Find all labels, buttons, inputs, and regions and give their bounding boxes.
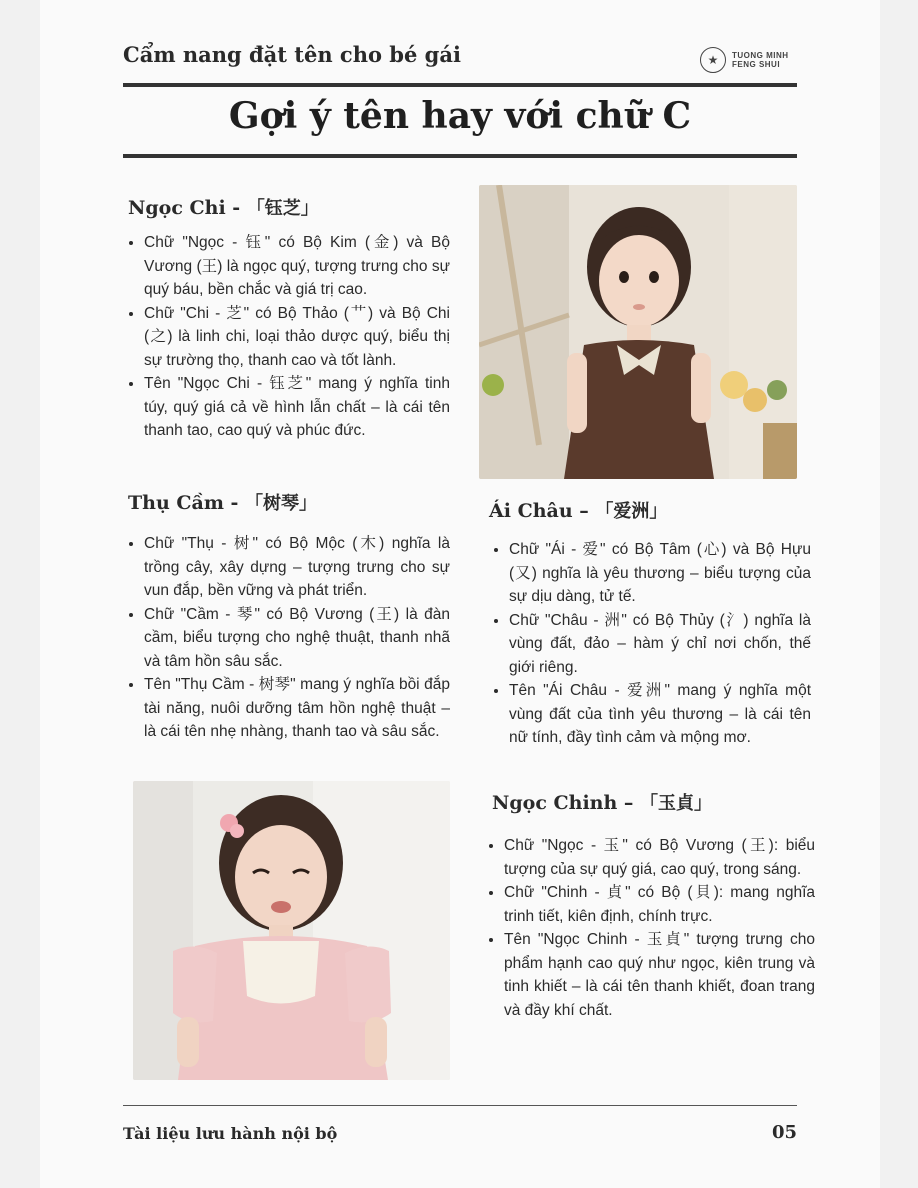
header-rule bbox=[123, 83, 797, 87]
section-heading-ngoc-chi: Ngọc Chi - 「钰芝」 bbox=[128, 197, 319, 219]
logo-line-2: FENG SHUI bbox=[732, 60, 781, 69]
footer-rule bbox=[123, 1105, 797, 1106]
header-title: Cẩm nang đặt tên cho bé gái bbox=[123, 42, 461, 67]
list-item: • Chữ "Thụ - 树" có Bộ Mộc (木) nghĩa là trồng cây, xây dựng – tượng trưng cho sự vun đắp, bền vững và phát triển. bbox=[144, 532, 450, 603]
list-item: • Chữ "Chi - 芝" có Bộ Thảo (艹) và Bộ Chi (之) là linh chi, loại thảo dược quý, biểu thị sự trường thọ, thanh cao và tốt lành. bbox=[144, 302, 450, 373]
section-list-ai-chau bbox=[489, 538, 811, 750]
list-item: • Chữ "Cầm - 琴" có Bộ Vương (王) là đàn cầm, biểu tượng cho nghệ thuật, thanh nhã và tâm hồn sâu sắc. bbox=[144, 603, 450, 674]
section-heading-ngoc-chinh: Ngọc Chinh – 「玉貞」 bbox=[492, 792, 713, 814]
page-title: Gợi ý tên hay với chữ C bbox=[228, 95, 692, 137]
list-item: • Tên "Ái Châu - 爱洲" mang ý nghĩa một vùng đất của tình yêu thương – là cái tên nữ tính, đầy tình cảm và mộng mơ. bbox=[509, 679, 811, 750]
section-list-ngoc-chinh bbox=[484, 834, 815, 1022]
list-item: • Tên "Ngọc Chi - 钰芝" mang ý nghĩa tinh túy, quý giá cả về hình lẫn chất – là cái tên thanh tao, cao quý và phúc đức. bbox=[144, 372, 450, 443]
logo-line-1: TUONG MINH bbox=[732, 51, 789, 60]
star-emblem-icon: ★ bbox=[700, 47, 726, 73]
brand-logo bbox=[700, 47, 789, 73]
page-number: 05 bbox=[771, 1122, 797, 1143]
photo-girl-brown-dress bbox=[479, 185, 797, 479]
section-list-ngoc-chi bbox=[124, 231, 450, 443]
section-heading-ai-chau: Ái Châu – 「爱洲」 bbox=[489, 500, 668, 522]
title-rule bbox=[123, 154, 797, 158]
section-list-thu-cam bbox=[124, 532, 450, 744]
footer-note: Tài liệu lưu hành nội bộ bbox=[123, 1124, 338, 1143]
list-item: • Tên "Thụ Cầm - 树琴" mang ý nghĩa bồi đắp tài năng, nuôi dưỡng tâm hồn nghệ thuật – là cái tên nhẹ nhàng, thanh tao và sâu sắc. bbox=[144, 673, 450, 744]
list-item: • Chữ "Ái - 爱" có Bộ Tâm (心) và Bộ Hựu (又) nghĩa là yêu thương – biểu tượng của sự dịu dàng, tử tế. bbox=[509, 538, 811, 609]
photo-girl-pink-dress bbox=[133, 781, 450, 1080]
list-item: • Chữ "Ngọc - 钰" có Bộ Kim (金) và Bộ Vương (王) là ngọc quý, tượng trưng cho sự quý báu, bền chắc và giá trị cao. bbox=[144, 231, 450, 302]
list-item: • Tên "Ngọc Chinh - 玉貞" tượng trưng cho phẩm hạnh cao quý như ngọc, kiên trung và tinh khiết – là cái tên thanh khiết, đoan trang và đầy khí chất. bbox=[504, 928, 815, 1022]
list-item: • Chữ "Ngọc - 玉" có Bộ Vương (王): biểu tượng của sự quý giá, cao quý, trong sáng. bbox=[504, 834, 815, 881]
list-item: • Chữ "Chinh - 貞" có Bộ (貝): mang nghĩa trinh tiết, kiên định, chính trực. bbox=[504, 881, 815, 928]
section-heading-thu-cam: Thụ Cầm - 「树琴」 bbox=[128, 492, 318, 514]
list-item: • Chữ "Châu - 洲" có Bộ Thủy (氵) nghĩa là vùng đất, đảo – hàm ý chỉ nơi chốn, thế giới riêng. bbox=[509, 609, 811, 680]
